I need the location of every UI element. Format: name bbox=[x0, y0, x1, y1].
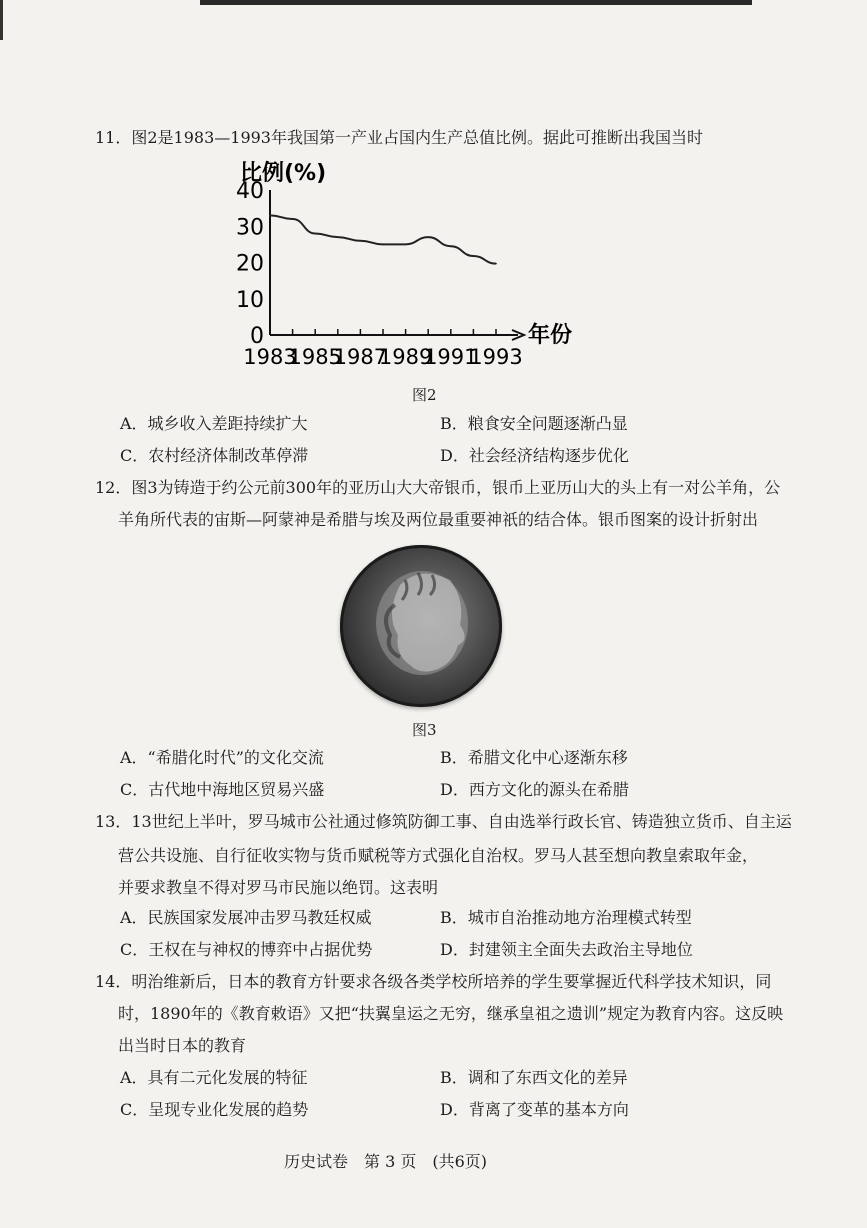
q13-stem-line-2: 营公共设施、自行征收实物与货币赋税等方式强化自治权。罗马人甚至想向教皇索取年金， bbox=[118, 846, 759, 865]
q13-option-c[interactable]: C．王权在与神权的博弈中占据优势 bbox=[120, 940, 373, 959]
chart-xlabel: 年份 bbox=[528, 323, 573, 348]
q14-option-d[interactable]: D．背离了变革的基本方向 bbox=[440, 1100, 629, 1119]
scan-left-edge bbox=[0, 0, 3, 40]
q12-option-a[interactable]: A．“希腊化时代”的文化交流 bbox=[120, 748, 324, 767]
chart-ytick-label: 20 bbox=[236, 251, 264, 277]
q13-stem-line-3: 并要求教皇不得对罗马市民施以绝罚。这表明 bbox=[118, 878, 439, 897]
chart-data-point bbox=[495, 263, 497, 265]
q12-option-b[interactable]: B．希腊文化中心逐渐东移 bbox=[440, 748, 628, 767]
q12-stem-line-2: 羊角所代表的宙斯—阿蒙神是希腊与埃及两位最重要神祇的结合体。银币图案的设计折射出 bbox=[118, 510, 759, 529]
q14-stem-line-1: 14．明治维新后，日本的教育方针要求各级各类学校所培养的学生要掌握近代科学技术知识，同 bbox=[95, 972, 772, 991]
chart-data-point bbox=[292, 218, 294, 220]
chart-data-point bbox=[337, 236, 339, 238]
chart-xtick-label: 1989 bbox=[378, 345, 433, 369]
chart-xtick-label: 1993 bbox=[469, 345, 523, 369]
q11-stem: 11．图2是1983—1993年我国第一产业占国内生产总值比例。据此可推断出我国当时 bbox=[95, 128, 703, 147]
q13-option-b[interactable]: B．城市自治推动地方治理模式转型 bbox=[440, 908, 692, 927]
q12-figure-caption: 图3 bbox=[412, 721, 437, 739]
q11-line-chart bbox=[232, 150, 573, 380]
chart-data-point bbox=[314, 233, 316, 235]
q11-option-c[interactable]: C．农村经济体制改革停滞 bbox=[120, 446, 309, 465]
q11-option-a[interactable]: A．城乡收入差距持续扩大 bbox=[120, 414, 308, 433]
chart-data-point bbox=[269, 215, 271, 217]
chart-ytick-label: 10 bbox=[236, 287, 264, 313]
chart-ylabel: 比例(%) bbox=[240, 161, 327, 186]
q13-stem-line-1: 13．13世纪上半叶，罗马城市公社通过修筑防御工事、自由选举行政长官、铸造独立货币、自主运 bbox=[95, 812, 792, 831]
chart-data-point bbox=[382, 244, 384, 246]
q14-option-b[interactable]: B．调和了东西文化的差异 bbox=[440, 1068, 628, 1087]
q11-option-d[interactable]: D．社会经济结构逐步优化 bbox=[440, 446, 629, 465]
chart-ytick-label: 40 bbox=[236, 179, 264, 204]
scan-top-edge bbox=[200, 0, 752, 5]
page-footer: 历史试卷 第 3 页 (共6页) bbox=[284, 1152, 488, 1171]
chart-data-point bbox=[450, 245, 452, 247]
chart-ytick-label: 30 bbox=[236, 215, 264, 241]
chart-data-point bbox=[405, 244, 407, 246]
q12-option-c[interactable]: C．古代地中海地区贸易兴盛 bbox=[120, 780, 325, 799]
chart-data-point bbox=[427, 236, 429, 238]
q11-figure-caption: 图2 bbox=[412, 386, 437, 404]
chart-xtick-label: 1985 bbox=[288, 345, 342, 369]
chart-data-point bbox=[473, 255, 475, 257]
chart-xtick-label: 1991 bbox=[424, 345, 478, 369]
q12-stem-line-1: 12．图3为铸造于约公元前300年的亚历山大大帝银币，银币上亚历山大的头上有一对公羊角，公 bbox=[95, 478, 781, 497]
q14-stem-line-2: 时，1890年的《教育敕语》又把“扶翼皇运之无穷，继承皇祖之遗训”规定为教育内容。这反映 bbox=[118, 1004, 784, 1023]
alexander-silver-coin-image bbox=[340, 545, 502, 707]
chart-ytick-label: 0 bbox=[250, 324, 264, 349]
q13-option-d[interactable]: D．封建领主全面失去政治主导地位 bbox=[440, 940, 693, 959]
q13-option-a[interactable]: A．民族国家发展冲击罗马教廷权威 bbox=[120, 908, 372, 927]
chart-series-line bbox=[270, 215, 496, 263]
q12-option-d[interactable]: D．西方文化的源头在希腊 bbox=[440, 780, 629, 799]
chart-data-point bbox=[360, 240, 362, 242]
q14-stem-line-3: 出当时日本的教育 bbox=[118, 1036, 247, 1055]
chart-xtick-label: 1987 bbox=[333, 345, 388, 369]
q14-option-a[interactable]: A．具有二元化发展的特征 bbox=[120, 1068, 308, 1087]
chart-xtick-label: 1983 bbox=[243, 345, 297, 369]
q14-option-c[interactable]: C．呈现专业化发展的趋势 bbox=[120, 1100, 309, 1119]
q11-option-b[interactable]: B．粮食安全问题逐渐凸显 bbox=[440, 414, 628, 433]
